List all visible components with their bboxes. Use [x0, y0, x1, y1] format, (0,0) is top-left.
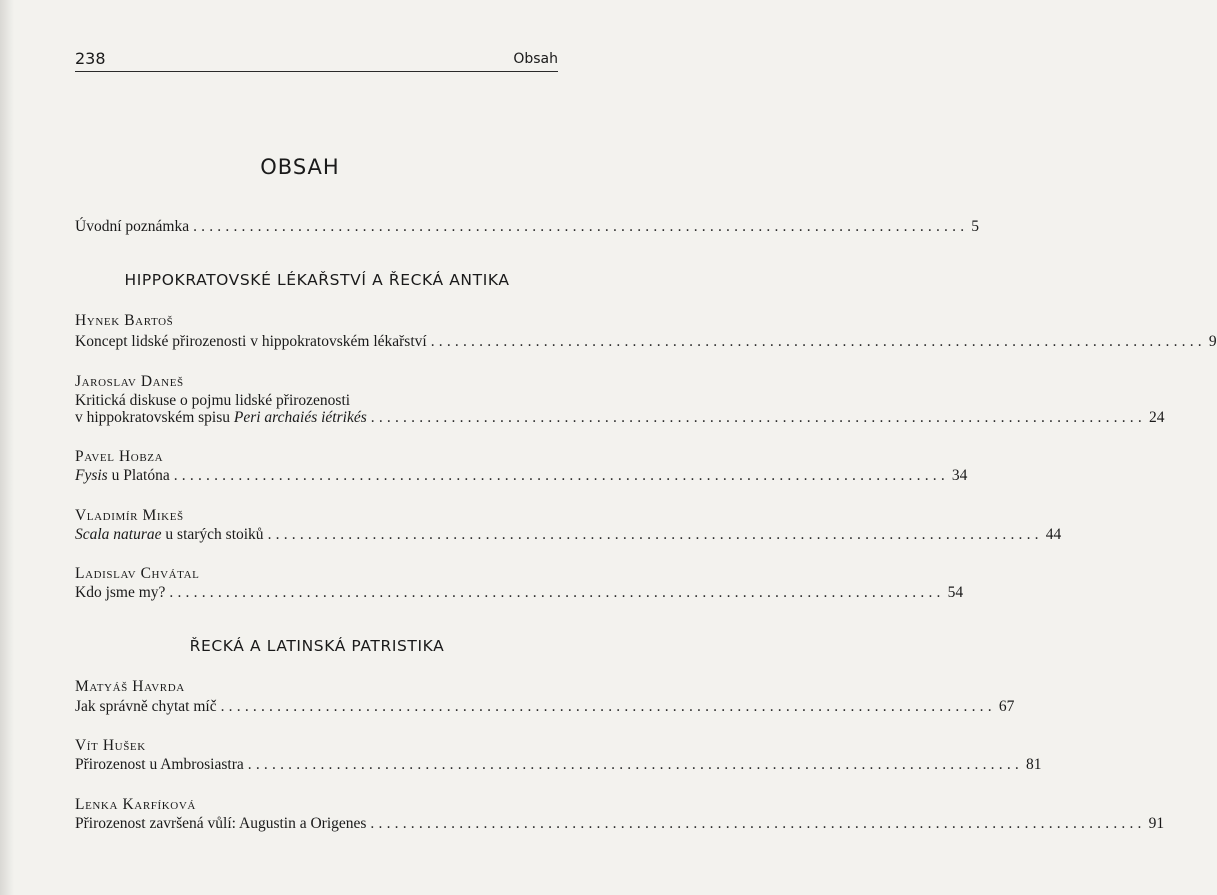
entry-title: [75, 467, 170, 485]
entry-title: Úvodní poznámka: [75, 218, 190, 235]
toc-entry-intro: [75, 218, 980, 238]
entry-title: Přirozenost u Ambrosiastra: [75, 756, 244, 773]
author-name: Lenka Karfíková: [75, 796, 196, 813]
author-name: Jaroslav Daneš: [75, 373, 184, 390]
toc-entry: [75, 467, 968, 487]
author-name: Ladislav Chvátal: [75, 565, 200, 582]
entry-title-italic: Scala naturae: [75, 526, 162, 543]
entry-page: 9: [1208, 333, 1217, 350]
entry-page: 44: [1045, 526, 1062, 543]
toc-entry: [75, 333, 1217, 353]
dot-leader: ................................................................................................: [370, 409, 1146, 426]
entry-title: Přirozenost završená vůlí: Augustin a Origenes: [75, 815, 367, 832]
page-title: OBSAH: [260, 155, 340, 179]
dot-leader: ................................................................................................: [267, 526, 1043, 543]
dot-leader: ................................................................................................: [173, 467, 949, 484]
dot-leader: ................................................................................................: [370, 815, 1146, 832]
toc-entry: [75, 815, 1165, 835]
author-name: Matyáš Havrda: [75, 678, 185, 695]
page-number: 238: [75, 49, 106, 68]
entry-title-part: u starých stoiků: [161, 526, 264, 543]
author-name: Pavel Hobza: [75, 448, 164, 465]
page-edge-shadow: [0, 0, 14, 895]
toc-entry: [75, 526, 1062, 546]
entry-page: 54: [947, 584, 964, 601]
toc-entry: [75, 584, 964, 604]
entry-title: [75, 409, 367, 427]
dot-leader: ................................................................................................: [193, 218, 969, 235]
entry-title-part: v hippokratovském spisu: [75, 409, 234, 426]
entry-title: Jak správně chytat míč: [75, 698, 217, 715]
entry-title: Koncept lidské přirozenosti v hippokratovském lékařství: [75, 333, 427, 350]
dot-leader: ................................................................................................: [247, 756, 1023, 773]
entry-title-line: Kritická diskuse o pojmu lidské přirozenosti: [75, 392, 351, 409]
entry-title-italic: Peri archaiés iétrikés: [233, 409, 367, 426]
section-heading: ŘECKÁ A LATINSKÁ PATRISTIKA: [189, 637, 445, 655]
toc-entry: [75, 698, 1015, 718]
entry-title-part: u Platóna: [107, 467, 170, 484]
author-name: Vladimír Mikeš: [75, 507, 184, 524]
entry-page: 91: [1148, 815, 1165, 832]
entry-title: Kdo jsme my?: [75, 584, 166, 601]
dot-leader: ................................................................................................: [430, 333, 1206, 350]
toc-entry: [75, 756, 1042, 776]
entry-page: 67: [998, 698, 1015, 715]
author-name: Vít Hušek: [75, 737, 146, 754]
section-heading: HIPPOKRATOVSKÉ LÉKAŘSTVÍ A ŘECKÁ ANTIKA: [124, 271, 510, 289]
entry-page: 81: [1025, 756, 1042, 773]
entry-page: 24: [1148, 409, 1165, 426]
toc-entry: [75, 409, 1165, 429]
entry-page: 5: [971, 218, 980, 235]
author-name: Hynek Bartoš: [75, 312, 174, 329]
entry-title-italic: Fysis: [75, 467, 108, 484]
entry-page: 34: [951, 467, 968, 484]
entry-title: [75, 526, 264, 544]
running-header: [75, 49, 558, 72]
dot-leader: ................................................................................................: [169, 584, 945, 601]
running-title: Obsah: [513, 51, 558, 67]
dot-leader: ................................................................................................: [220, 698, 996, 715]
